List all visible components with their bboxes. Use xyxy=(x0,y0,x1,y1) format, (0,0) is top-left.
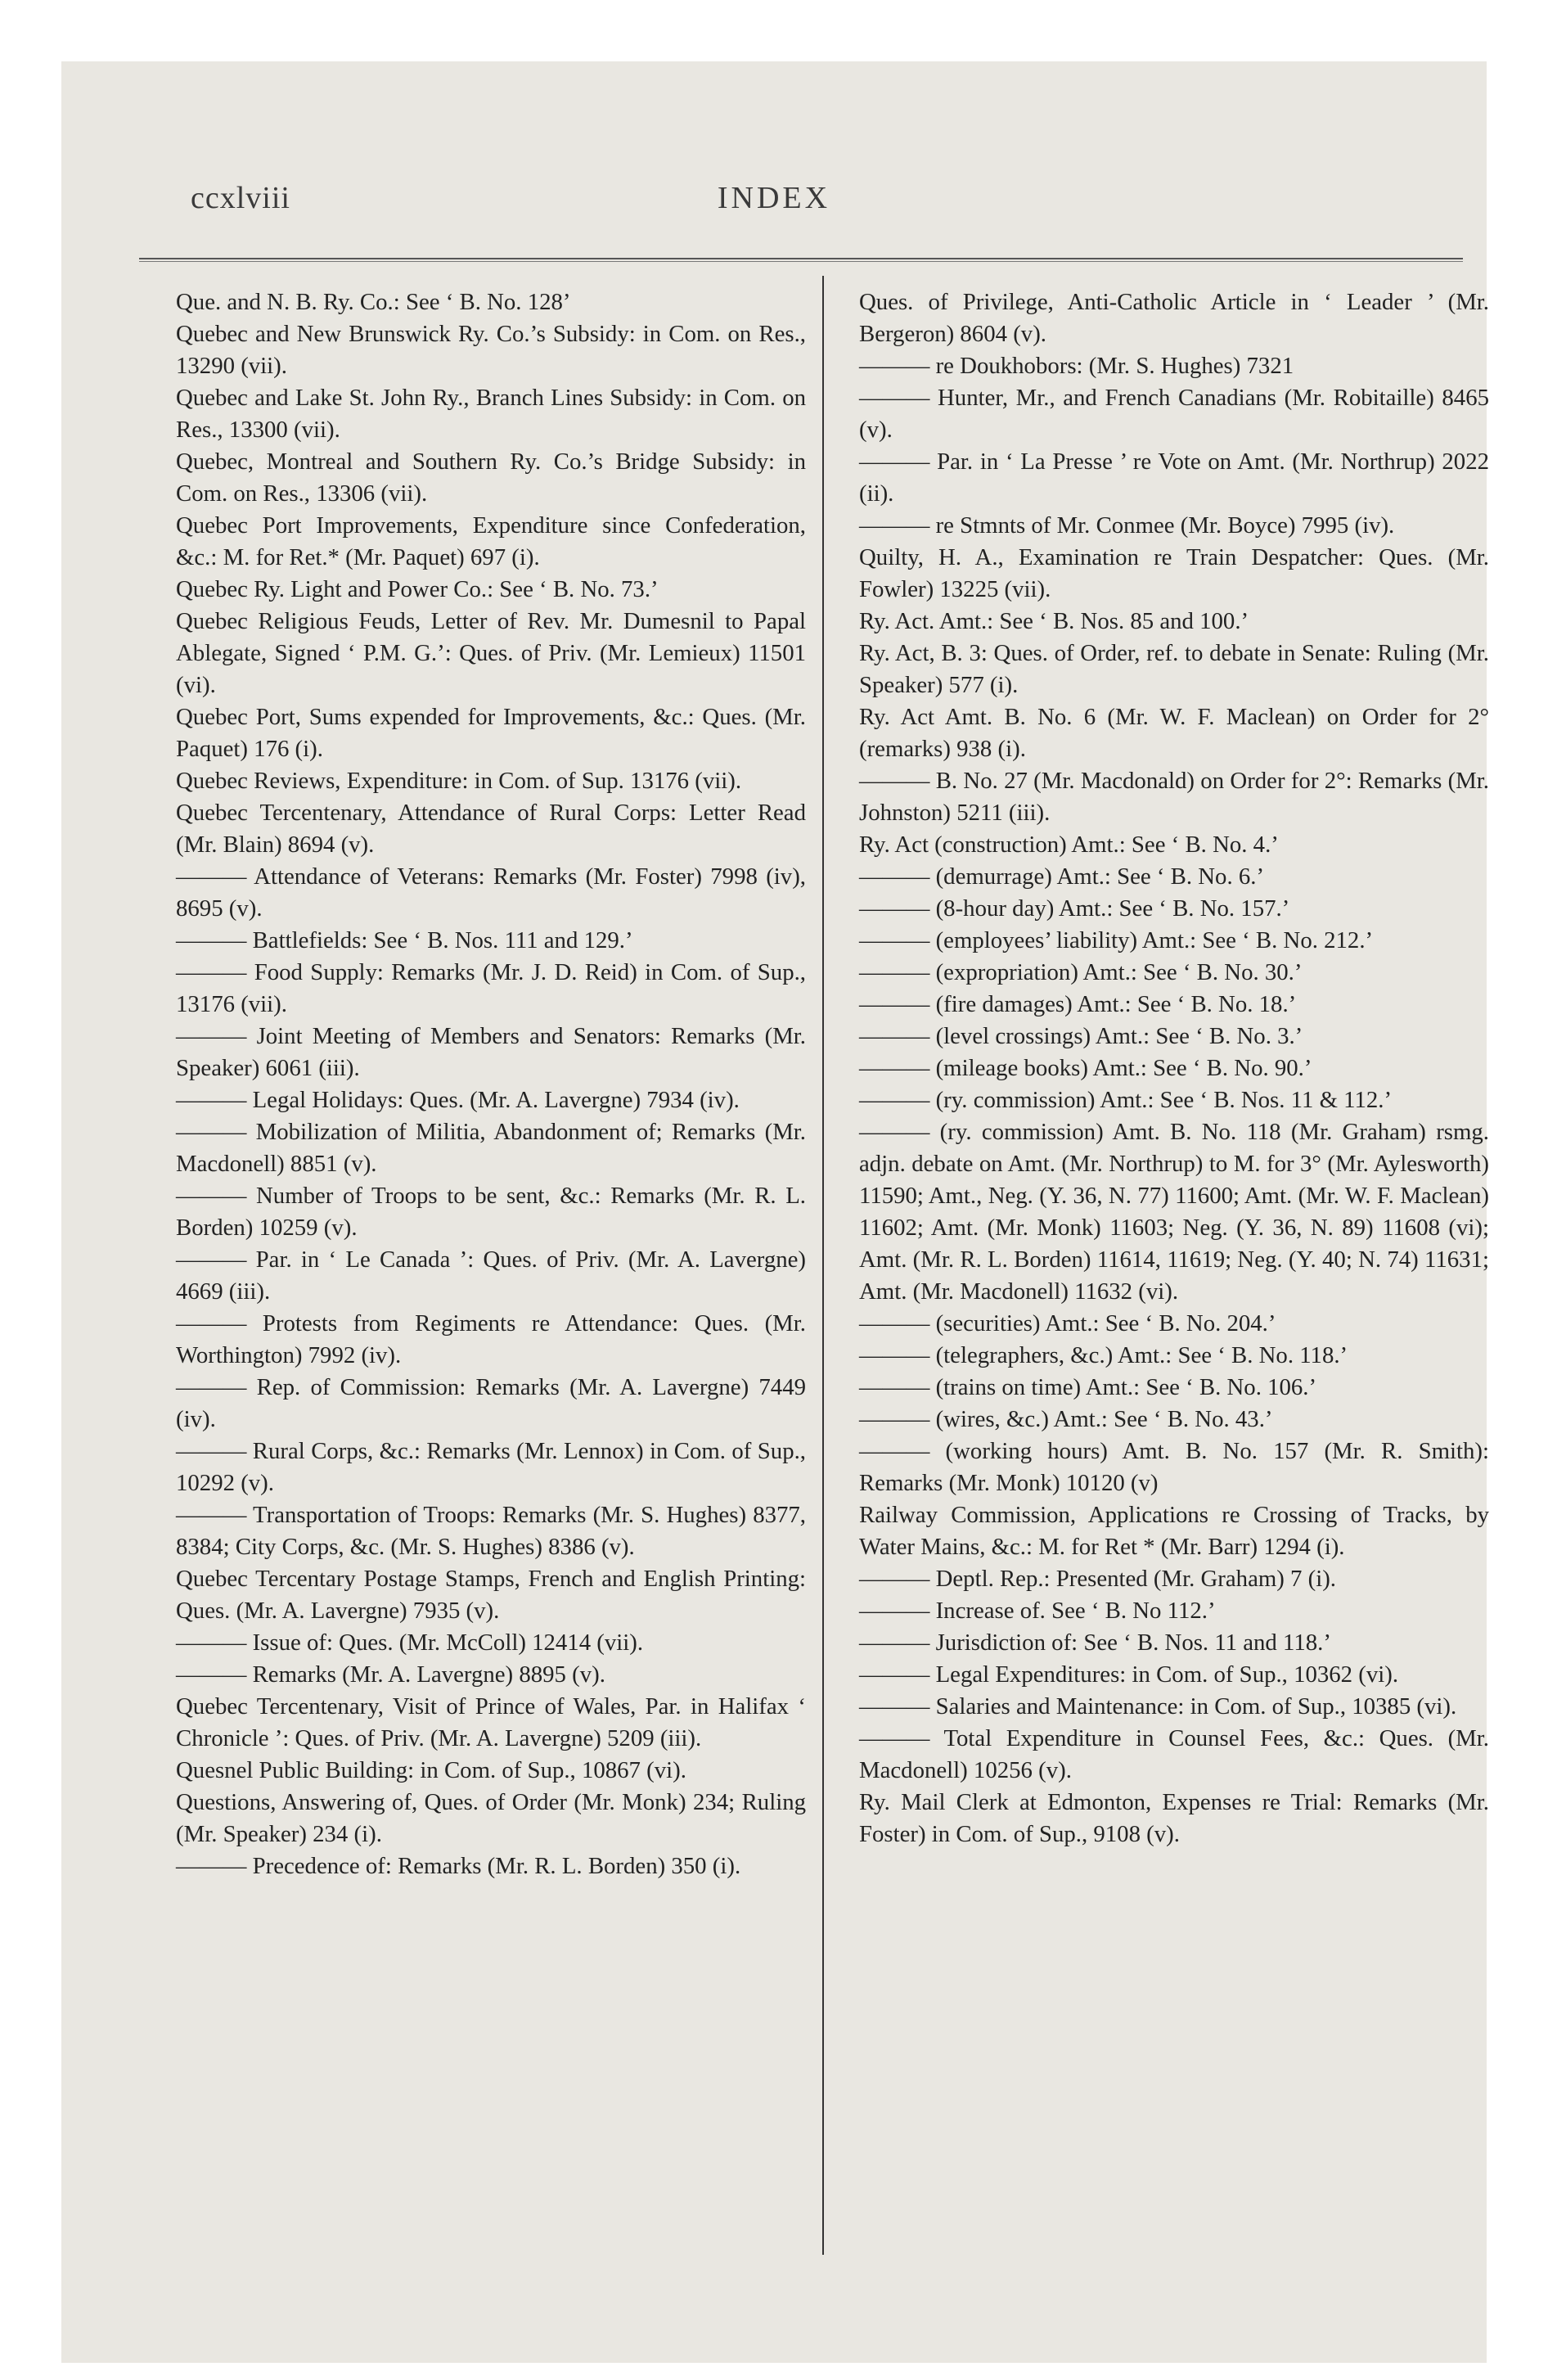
index-entry: Quilty, H. A., Examination re Train Despatcher: Ques. (Mr. Fowler) 13225 (vii). xyxy=(859,544,1489,602)
index-entry: Quebec Tercentenary, Visit of Prince of Wales, Par. in Halifax ‘ Chronicle ’: Ques. of Priv. (Mr. A. Lavergne) 5209 (iii). xyxy=(176,1693,806,1751)
page-title: INDEX xyxy=(717,181,831,215)
index-entry: ——— Deptl. Rep.: Presented (Mr. Graham) 7 (i). xyxy=(859,1566,1337,1592)
index-entry: Quebec Ry. Light and Power Co.: See ‘ B. No. 73.’ xyxy=(176,576,659,602)
page-number: ccxlviii xyxy=(191,181,290,215)
index-entry: Quebec Port Improvements, Expenditure since Confederation, &c.: M. for Ret.* (Mr. Paquet) 697 (i). xyxy=(176,512,806,570)
index-entry: Quesnel Public Building: in Com. of Sup., 10867 (vi). xyxy=(176,1757,686,1783)
index-entry: ——— (ry. commission) Amt. B. No. 118 (Mr. Graham) rsmg. adjn. debate on Amt. (Mr. Northrup) to M. for 3° (Mr. Aylesworth) 11590; Amt., Neg. (Y. 36, N. 77) 11600; Amt. (Mr. W. F. Maclean) 11602; Amt. (Mr. Monk) 11603; Neg. (Y. 36, N. 89) 11608 (vi); Amt. (Mr. R. L. Borden) 11614, 11619; Neg. (Y. 40; N. 74) 11631; Amt. (Mr. Macdonell) 11632 (vi). xyxy=(859,1119,1489,1305)
index-entry: ——— Issue of: Ques. (Mr. McColl) 12414 (vii). xyxy=(176,1629,644,1656)
index-entry: ——— (securities) Amt.: See ‘ B. No. 204.’ xyxy=(859,1310,1276,1336)
index-entry: ——— Salaries and Maintenance: in Com. of Sup., 10385 (vi). xyxy=(859,1693,1457,1720)
index-entry: Quebec and Lake St. John Ry., Branch Lines Subsidy: in Com. on Res., 13300 (vii). xyxy=(176,385,806,443)
index-entry: Quebec Reviews, Expenditure: in Com. of Sup. 13176 (vii). xyxy=(176,768,742,794)
index-entry: ——— Precedence of: Remarks (Mr. R. L. Borden) 350 (i). xyxy=(176,1853,741,1879)
index-entry: ——— (trains on time) Amt.: See ‘ B. No. 106.’ xyxy=(859,1374,1317,1400)
index-entry: ——— Food Supply: Remarks (Mr. J. D. Reid) in Com. of Sup., 13176 (vii). xyxy=(176,959,806,1017)
index-column-left xyxy=(176,286,806,1882)
index-entry: ——— (employees’ liability) Amt.: See ‘ B. No. 212.’ xyxy=(859,927,1374,953)
page-header xyxy=(61,180,1487,229)
index-entry: ——— re Stmnts of Mr. Conmee (Mr. Boyce) 7995 (iv). xyxy=(859,512,1395,539)
index-entry: Ry. Act, B. 3: Ques. of Order, ref. to debate in Senate: Ruling (Mr. Speaker) 577 (i). xyxy=(859,640,1489,698)
index-entry: ——— Transportation of Troops: Remarks (Mr. S. Hughes) 8377, 8384; City Corps, &c. (Mr. S. Hughes) 8386 (v). xyxy=(176,1502,806,1560)
index-entry: ——— (demurrage) Amt.: See ‘ B. No. 6.’ xyxy=(859,863,1265,890)
index-entry: Ry. Act (construction) Amt.: See ‘ B. No. 4.’ xyxy=(859,832,1279,858)
index-entry: Quebec Tercentenary, Attendance of Rural Corps: Letter Read (Mr. Blain) 8694 (v). xyxy=(176,800,806,858)
index-entry: ——— Hunter, Mr., and French Canadians (Mr. Robitaille) 8465 (v). xyxy=(859,385,1489,443)
index-entry: ——— Par. in ‘ La Presse ’ re Vote on Amt. (Mr. Northrup) 2022 (ii). xyxy=(859,449,1489,507)
index-entry: Quebec Tercentary Postage Stamps, French and English Printing: Ques. (Mr. A. Lavergne) 7935 (v). xyxy=(176,1566,806,1624)
index-entry: ——— Number of Troops to be sent, &c.: Remarks (Mr. R. L. Borden) 10259 (v). xyxy=(176,1183,806,1241)
column-divider xyxy=(822,276,824,2255)
index-entry: ——— Total Expenditure in Counsel Fees, &c.: Ques. (Mr. Macdonell) 10256 (v). xyxy=(859,1725,1489,1783)
index-entry: ——— (ry. commission) Amt.: See ‘ B. Nos. 11 & 112.’ xyxy=(859,1087,1393,1113)
index-entry: ——— Attendance of Veterans: Remarks (Mr. Foster) 7998 (iv), 8695 (v). xyxy=(176,863,806,922)
index-entry: Ry. Act Amt. B. No. 6 (Mr. W. F. Maclean) on Order for 2° (remarks) 938 (i). xyxy=(859,704,1489,762)
index-entry: Questions, Answering of, Ques. of Order (Mr. Monk) 234; Ruling (Mr. Speaker) 234 (i). xyxy=(176,1789,806,1847)
index-entry: ——— B. No. 27 (Mr. Macdonald) on Order for 2°: Remarks (Mr. Johnston) 5211 (iii). xyxy=(859,768,1489,826)
index-entry: ——— Joint Meeting of Members and Senators: Remarks (Mr. Speaker) 6061 (iii). xyxy=(176,1023,806,1081)
index-entry: ——— re Doukhobors: (Mr. S. Hughes) 7321 xyxy=(859,353,1294,379)
index-entry: ——— Par. in ‘ Le Canada ’: Ques. of Priv. (Mr. A. Lavergne) 4669 (iii). xyxy=(176,1246,806,1305)
header-rule xyxy=(139,258,1463,259)
index-entry: ——— (telegraphers, &c.) Amt.: See ‘ B. No. 118.’ xyxy=(859,1342,1348,1368)
index-entry: ——— (fire damages) Amt.: See ‘ B. No. 18.’ xyxy=(859,991,1297,1017)
index-entry: Quebec Religious Feuds, Letter of Rev. Mr. Dumesnil to Papal Ablegate, Signed ‘ P.M. G.’: Ques. of Priv. (Mr. Lemieux) 11501 (vi). xyxy=(176,608,806,698)
index-entry: ——— Battlefields: See ‘ B. Nos. 111 and 129.’ xyxy=(176,927,633,953)
index-entry: ——— Rep. of Commission: Remarks (Mr. A. Lavergne) 7449 (iv). xyxy=(176,1374,806,1432)
index-entry: Quebec Port, Sums expended for Improvements, &c.: Ques. (Mr. Paquet) 176 (i). xyxy=(176,704,806,762)
index-entry: ——— Protests from Regiments re Attendance: Ques. (Mr. Worthington) 7992 (iv). xyxy=(176,1310,806,1368)
index-page xyxy=(61,61,1487,2363)
header-rule-secondary xyxy=(139,261,1463,262)
index-entry: Quebec, Montreal and Southern Ry. Co.’s Bridge Subsidy: in Com. on Res., 13306 (vii). xyxy=(176,449,806,507)
index-entry: Railway Commission, Applications re Crossing of Tracks, by Water Mains, &c.: M. for Ret * (Mr. Barr) 1294 (i). xyxy=(859,1502,1489,1560)
index-entry: ——— (mileage books) Amt.: See ‘ B. No. 90.’ xyxy=(859,1055,1312,1081)
index-entry: ——— Increase of. See ‘ B. No 112.’ xyxy=(859,1598,1216,1624)
index-entry: ——— Remarks (Mr. A. Lavergne) 8895 (v). xyxy=(176,1661,605,1688)
index-entry: ——— (wires, &c.) Amt.: See ‘ B. No. 43.’ xyxy=(859,1406,1273,1432)
index-entry: ——— Mobilization of Militia, Abandonment of; Remarks (Mr. Macdonell) 8851 (v). xyxy=(176,1119,806,1177)
index-entry: ——— Jurisdiction of: See ‘ B. Nos. 11 and 118.’ xyxy=(859,1629,1331,1656)
index-entry: ——— Legal Holidays: Ques. (Mr. A. Lavergne) 7934 (iv). xyxy=(176,1087,740,1113)
index-entry: ——— (working hours) Amt. B. No. 157 (Mr. R. Smith): Remarks (Mr. Monk) 10120 (v) xyxy=(859,1438,1489,1496)
index-entry: Ry. Act. Amt.: See ‘ B. Nos. 85 and 100.’ xyxy=(859,608,1249,634)
index-entry: Que. and N. B. Ry. Co.: See ‘ B. No. 128’ xyxy=(176,289,571,315)
index-column-right xyxy=(859,286,1489,1850)
index-entry: Ry. Mail Clerk at Edmonton, Expenses re Trial: Remarks (Mr. Foster) in Com. of Sup., 9108 (v). xyxy=(859,1789,1489,1847)
index-entry: ——— Rural Corps, &c.: Remarks (Mr. Lennox) in Com. of Sup., 10292 (v). xyxy=(176,1438,806,1496)
index-entry: Ques. of Privilege, Anti-Catholic Article in ‘ Leader ’ (Mr. Bergeron) 8604 (v). xyxy=(859,289,1489,347)
index-entry: ——— (8-hour day) Amt.: See ‘ B. No. 157.’ xyxy=(859,895,1290,922)
index-entry: ——— Legal Expenditures: in Com. of Sup., 10362 (vi). xyxy=(859,1661,1399,1688)
index-entry: ——— (expropriation) Amt.: See ‘ B. No. 30.’ xyxy=(859,959,1303,985)
index-entry: ——— (level crossings) Amt.: See ‘ B. No. 3.’ xyxy=(859,1023,1303,1049)
index-entry: Quebec and New Brunswick Ry. Co.’s Subsidy: in Com. on Res., 13290 (vii). xyxy=(176,321,806,379)
